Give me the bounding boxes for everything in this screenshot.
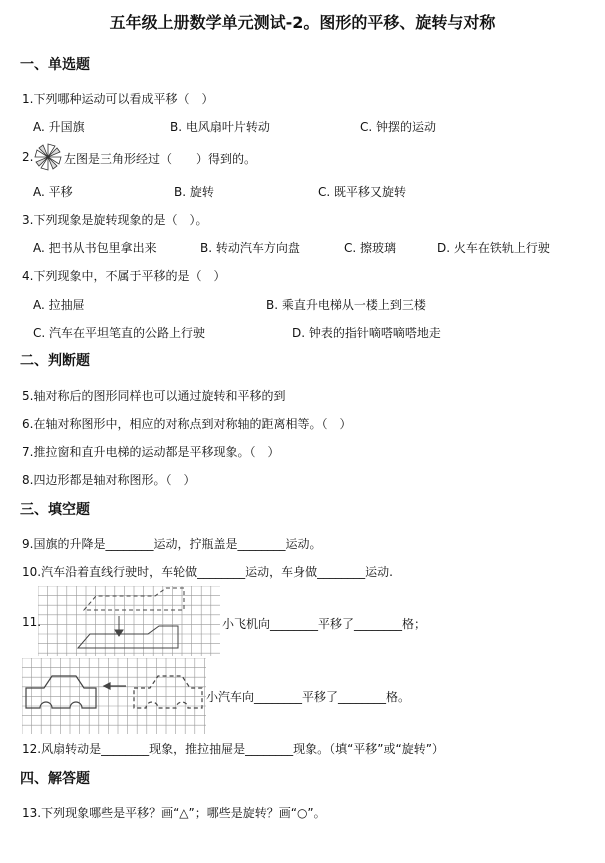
question-12: 12.风扇转动是________现象，推拉抽屉是________现象。（填“平移”或“旋转”） [22,742,444,756]
q2-option-b: B. 旋转 [174,185,214,199]
q1-option-b: B. 电风扇叶片转动 [170,120,270,134]
q3-option-a: A. 把书从书包里拿出来 [33,241,157,255]
q4-option-c: C. 汽车在平坦笔直的公路上行驶 [33,326,206,340]
section-single-choice: 一、单选题 [20,57,90,73]
q3-option-b: B. 转动汽车方向盘 [200,241,300,255]
q3-option-d: D. 火车在铁轨上行驶 [437,241,550,255]
question-11-plane: 小飞机向________平移了________格； [222,617,427,631]
question-9: 9.国旗的升降是________运动，拧瓶盖是________运动。 [22,537,322,551]
question-11-number: 11. [22,615,42,629]
q1-option-a: A. 升国旗 [33,120,85,134]
section-answer: 四、解答题 [20,771,90,787]
question-2-number: 2. [22,150,34,164]
question-2: 左图是三角形经过（ ）得到的。 [64,152,257,166]
q4-option-b: B. 乘直升电梯从一楼上到三楼 [266,298,426,312]
section-true-false: 二、判断题 [20,353,90,369]
question-7: 7.推拉窗和直升电梯的运动都是平移现象。（ ） [22,445,280,459]
question-10: 10.汽车沿着直线行驶时，车轮做________运动，车身做________运动. [22,565,393,579]
question-8: 8.四边形都是轴对称图形。（ ） [22,473,196,487]
question-3: 3.下列现象是旋转现象的是（ ）。 [22,213,208,227]
airplane-grid-figure [38,586,220,656]
question-5: 5.轴对称后的图形同样也可以通过旋转和平移的到 [22,389,286,403]
q2-option-a: A. 平移 [33,185,73,199]
question-6: 6.在轴对称图形中，相应的对称点到对称轴的距离相等。（ ） [22,417,352,431]
q3-option-c: C. 擦玻璃 [344,241,397,255]
page-title: 五年级上册数学单元测试-2。图形的平移、旋转与对称 [109,13,496,32]
q4-option-d: D. 钟表的指针嘀嗒嘀嗒地走 [292,326,441,340]
q2-option-c: C. 既平移又旋转 [318,185,407,199]
pinwheel-figure [33,142,63,172]
question-13: 13.下列现象哪些是平移？画“△”；哪些是旋转？画“○”。 [22,806,326,820]
question-4: 4.下列现象中，不属于平移的是（ ） [22,269,226,283]
section-fill-in: 三、填空题 [20,502,90,518]
question-11-car: 小汽车向________平移了________格。 [206,690,411,704]
q4-option-a: A. 拉抽屉 [33,298,85,312]
q1-option-c: C. 钟摆的运动 [360,120,437,134]
car-grid-figure [22,658,206,734]
question-1: 1.下列哪种运动可以看成平移（ ） [22,92,214,106]
